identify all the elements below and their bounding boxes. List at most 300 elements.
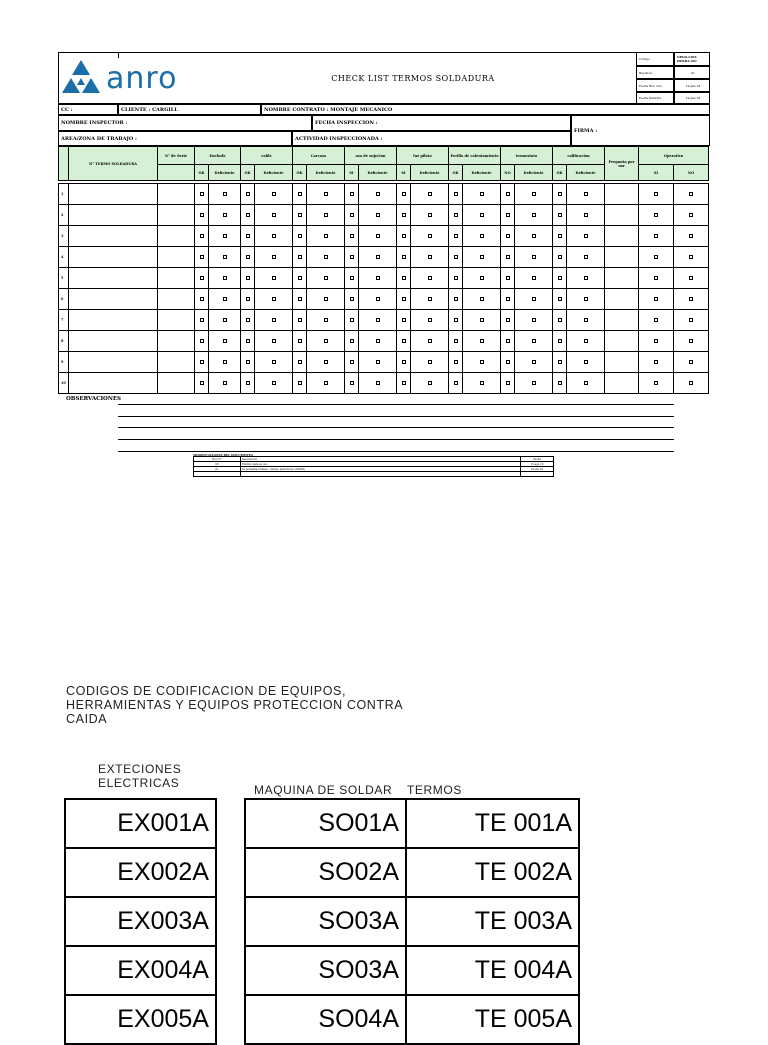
checkbox-cell (567, 205, 605, 226)
serie-subheader (158, 165, 195, 181)
checkbox[interactable] (584, 234, 588, 238)
checkbox[interactable] (428, 339, 432, 343)
checkbox-cell (397, 289, 411, 310)
checkbox-cell (674, 289, 709, 310)
checkbox[interactable] (454, 318, 458, 322)
checkbox-cell (209, 247, 241, 268)
termo-cell (69, 352, 158, 373)
checkbox[interactable] (272, 297, 276, 301)
checkbox-cell (307, 247, 345, 268)
checkbox[interactable] (246, 360, 250, 364)
checkbox[interactable] (532, 213, 536, 217)
checkbox[interactable] (376, 213, 380, 217)
checkbox-cell (397, 247, 411, 268)
serie-cell (158, 289, 195, 310)
checkbox[interactable] (298, 255, 302, 259)
checkbox[interactable] (689, 318, 693, 322)
checkbox[interactable] (506, 360, 510, 364)
checkbox[interactable] (532, 255, 536, 259)
sub-ok: OK (195, 165, 209, 181)
checkbox[interactable] (654, 381, 658, 385)
checkbox-cell (293, 289, 307, 310)
checkbox[interactable] (584, 360, 588, 364)
checkbox[interactable] (689, 297, 693, 301)
checkbox[interactable] (689, 360, 693, 364)
checkbox[interactable] (200, 255, 204, 259)
checkbox-cell (359, 226, 397, 247)
checkbox[interactable] (402, 234, 406, 238)
checkbox[interactable] (532, 192, 536, 196)
checkbox[interactable] (223, 318, 227, 322)
checkbox[interactable] (246, 339, 250, 343)
row-number-header (59, 147, 69, 181)
checkbox[interactable] (532, 318, 536, 322)
checkbox[interactable] (350, 192, 354, 196)
checkbox[interactable] (584, 297, 588, 301)
checkbox[interactable] (558, 213, 562, 217)
checkbox-cell (567, 331, 605, 352)
termo-cell (69, 310, 158, 331)
checkbox[interactable] (200, 213, 204, 217)
checkbox[interactable] (654, 276, 658, 280)
checkbox[interactable] (584, 213, 588, 217)
checkbox[interactable] (272, 234, 276, 238)
checkbox[interactable] (480, 339, 484, 343)
checkbox[interactable] (223, 297, 227, 301)
checkbox-cell (345, 289, 359, 310)
row-number: 2 (59, 205, 69, 226)
termo-cell (69, 247, 158, 268)
checkbox[interactable] (350, 255, 354, 259)
checkbox[interactable] (246, 192, 250, 196)
checkbox[interactable] (350, 234, 354, 238)
checkbox[interactable] (376, 234, 380, 238)
checkbox[interactable] (654, 255, 658, 259)
checkbox[interactable] (324, 234, 328, 238)
checkbox-cell (195, 184, 209, 205)
checkbox[interactable] (376, 360, 380, 364)
checkbox[interactable] (223, 234, 227, 238)
checkbox[interactable] (402, 360, 406, 364)
checkbox[interactable] (428, 318, 432, 322)
termo-cell (69, 331, 158, 352)
checkbox[interactable] (506, 213, 510, 217)
checkbox-cell (463, 184, 501, 205)
checkbox[interactable] (532, 234, 536, 238)
checkbox-cell (674, 205, 709, 226)
checkbox[interactable] (350, 339, 354, 343)
ext-code-cell: EX003A (64, 896, 217, 947)
checkbox[interactable] (298, 213, 302, 217)
checkbox[interactable] (689, 192, 693, 196)
checkbox-cell (359, 289, 397, 310)
anro-logo-icon (60, 58, 102, 98)
checkbox[interactable] (689, 213, 693, 217)
checkbox[interactable] (480, 213, 484, 217)
checkbox[interactable] (454, 213, 458, 217)
checkbox[interactable] (454, 255, 458, 259)
meta-value: 19-jun-18 (674, 79, 710, 92)
checkbox[interactable] (584, 339, 588, 343)
checkbox-cell (553, 226, 567, 247)
serie-cell (158, 247, 195, 268)
checkbox-cell (241, 184, 255, 205)
checkbox[interactable] (454, 339, 458, 343)
ext-code-cell: EX004A (64, 945, 217, 996)
checkbox-cell (639, 331, 674, 352)
checkbox-cell (359, 247, 397, 268)
checkbox[interactable] (558, 276, 562, 280)
checkbox[interactable] (223, 255, 227, 259)
checkbox[interactable] (376, 381, 380, 385)
checkbox[interactable] (350, 297, 354, 301)
checkbox[interactable] (584, 276, 588, 280)
checkbox[interactable] (428, 381, 432, 385)
checkbox[interactable] (689, 255, 693, 259)
checkbox[interactable] (376, 297, 380, 301)
ext-label-line: ELECTRICAS (98, 776, 180, 790)
checkbox[interactable] (654, 192, 658, 196)
checkbox[interactable] (223, 339, 227, 343)
checkbox-cell (674, 184, 709, 205)
checkbox[interactable] (376, 255, 380, 259)
checkbox[interactable] (402, 297, 406, 301)
checkbox-cell (411, 184, 449, 205)
termo-header: N° TERMO SOLDADURA (69, 147, 158, 181)
pregunta-cell (605, 331, 639, 352)
checkbox[interactable] (428, 276, 432, 280)
checkbox[interactable] (454, 234, 458, 238)
checkbox[interactable] (454, 276, 458, 280)
pregunta-cell (605, 352, 639, 373)
checkbox-cell (674, 352, 709, 373)
checkbox[interactable] (298, 234, 302, 238)
checkbox[interactable] (558, 339, 562, 343)
modificaciones-table (193, 456, 554, 477)
obs-line (118, 451, 674, 452)
checkbox-cell (359, 331, 397, 352)
checkbox[interactable] (246, 234, 250, 238)
checkbox-cell (345, 247, 359, 268)
checkbox-cell (553, 184, 567, 205)
checkbox[interactable] (272, 276, 276, 280)
checkbox[interactable] (298, 360, 302, 364)
checkbox[interactable] (200, 339, 204, 343)
checkbox[interactable] (298, 381, 302, 385)
checkbox[interactable] (402, 318, 406, 322)
checkbox[interactable] (532, 360, 536, 364)
checkbox[interactable] (272, 192, 276, 196)
checkbox[interactable] (246, 213, 250, 217)
checkbox-cell (345, 352, 359, 373)
checkbox-cell (463, 226, 501, 247)
checkbox[interactable] (480, 297, 484, 301)
sub-ok: OK (449, 165, 463, 181)
checkbox-cell (501, 289, 515, 310)
checkbox[interactable] (454, 297, 458, 301)
checkbox[interactable] (584, 381, 588, 385)
checkbox[interactable] (480, 360, 484, 364)
checkbox[interactable] (558, 192, 562, 196)
checkbox-cell (307, 226, 345, 247)
checkbox-cell (293, 373, 307, 394)
checkbox[interactable] (324, 381, 328, 385)
checklist-row (59, 289, 709, 310)
checkbox-cell (501, 226, 515, 247)
checkbox-cell (241, 373, 255, 394)
checkbox[interactable] (223, 360, 227, 364)
checkbox-cell (209, 331, 241, 352)
checkbox[interactable] (558, 234, 562, 238)
group-header: luz piloto (397, 147, 449, 165)
checkbox[interactable] (532, 339, 536, 343)
checkbox-cell (449, 310, 463, 331)
checkbox[interactable] (428, 255, 432, 259)
sub-ok: OK (293, 165, 307, 181)
checkbox[interactable] (689, 276, 693, 280)
checkbox[interactable] (506, 276, 510, 280)
checkbox[interactable] (480, 255, 484, 259)
checkbox[interactable] (480, 234, 484, 238)
checkbox-cell (397, 352, 411, 373)
checkbox-cell (255, 226, 293, 247)
checkbox[interactable] (558, 318, 562, 322)
checkbox-cell (397, 226, 411, 247)
checklist-row (59, 184, 709, 205)
soldar-code-cell: SO03A (244, 945, 407, 996)
checkbox[interactable] (272, 360, 276, 364)
checkbox-cell (209, 226, 241, 247)
checkbox[interactable] (428, 213, 432, 217)
checkbox[interactable] (200, 360, 204, 364)
checkbox[interactable] (402, 339, 406, 343)
checkbox-cell (241, 289, 255, 310)
checkbox-cell (449, 226, 463, 247)
checkbox-cell (449, 247, 463, 268)
checkbox[interactable] (223, 192, 227, 196)
mod-header: Rev. N° (194, 457, 241, 462)
checkbox[interactable] (584, 192, 588, 196)
termo-cell (69, 268, 158, 289)
checkbox-cell (639, 310, 674, 331)
checkbox-cell (241, 268, 255, 289)
checkbox[interactable] (272, 318, 276, 322)
checkbox-cell (255, 184, 293, 205)
checkbox[interactable] (272, 255, 276, 259)
checkbox[interactable] (506, 255, 510, 259)
checkbox[interactable] (246, 297, 250, 301)
checkbox[interactable] (654, 318, 658, 322)
checkbox[interactable] (350, 276, 354, 280)
checkbox[interactable] (272, 339, 276, 343)
checkbox[interactable] (376, 318, 380, 322)
checkbox[interactable] (402, 381, 406, 385)
checkbox[interactable] (246, 381, 250, 385)
mod-cell (194, 472, 241, 477)
checkbox[interactable] (200, 318, 204, 322)
sub-deficiente: Deficiente (463, 165, 501, 181)
checkbox[interactable] (350, 213, 354, 217)
checkbox-cell (359, 310, 397, 331)
checkbox[interactable] (350, 381, 354, 385)
mod-cell: 00 (194, 462, 241, 467)
checkbox[interactable] (223, 276, 227, 280)
checkbox[interactable] (506, 318, 510, 322)
checkbox-cell (307, 268, 345, 289)
operativo-header: Operativo (639, 147, 709, 165)
ext-code-cell: EX005A (64, 994, 217, 1045)
checkbox-cell (449, 289, 463, 310)
checkbox[interactable] (558, 381, 562, 385)
sub-ok: OK (241, 165, 255, 181)
checkbox-cell (241, 310, 255, 331)
checkbox[interactable] (298, 318, 302, 322)
checkbox[interactable] (324, 360, 328, 364)
checkbox[interactable] (506, 234, 510, 238)
checkbox-cell (255, 352, 293, 373)
checkbox-cell (345, 268, 359, 289)
checkbox[interactable] (654, 297, 658, 301)
checkbox[interactable] (480, 318, 484, 322)
checkbox[interactable] (689, 234, 693, 238)
checkbox-cell (553, 268, 567, 289)
ext-code-cell: EX001A (64, 798, 217, 849)
checkbox[interactable] (480, 381, 484, 385)
checkbox-cell (359, 268, 397, 289)
checkbox[interactable] (298, 339, 302, 343)
checklist-row (59, 226, 709, 247)
checkbox[interactable] (532, 297, 536, 301)
checkbox[interactable] (558, 255, 562, 259)
checkbox[interactable] (506, 339, 510, 343)
checkbox[interactable] (324, 255, 328, 259)
checkbox[interactable] (402, 213, 406, 217)
checklist-row (59, 352, 709, 373)
checkbox[interactable] (402, 192, 406, 196)
checkbox-cell (345, 226, 359, 247)
checkbox[interactable] (324, 318, 328, 322)
checkbox-cell (411, 331, 449, 352)
checklist-row (59, 247, 709, 268)
checkbox-cell (553, 373, 567, 394)
checkbox[interactable] (223, 213, 227, 217)
checkbox[interactable] (246, 276, 250, 280)
checkbox-cell (209, 289, 241, 310)
checkbox[interactable] (246, 255, 250, 259)
checkbox[interactable] (200, 234, 204, 238)
checkbox[interactable] (428, 234, 432, 238)
soldar-code-cell: SO02A (244, 847, 407, 898)
checkbox[interactable] (480, 276, 484, 280)
checkbox[interactable] (506, 381, 510, 385)
codes-title-line: CAIDA (66, 712, 108, 726)
checkbox[interactable] (324, 339, 328, 343)
checkbox[interactable] (200, 297, 204, 301)
checkbox-cell (241, 205, 255, 226)
checkbox-cell (674, 247, 709, 268)
checkbox[interactable] (350, 360, 354, 364)
checkbox[interactable] (558, 360, 562, 364)
checkbox[interactable] (654, 360, 658, 364)
checkbox[interactable] (506, 192, 510, 196)
checkbox[interactable] (376, 339, 380, 343)
checkbox-cell (359, 373, 397, 394)
checkbox[interactable] (480, 192, 484, 196)
checkbox-cell (397, 373, 411, 394)
meta-label: Código (636, 52, 674, 66)
checkbox-cell (255, 310, 293, 331)
termo-cell (69, 226, 158, 247)
checkbox[interactable] (324, 297, 328, 301)
checkbox[interactable] (654, 234, 658, 238)
checkbox[interactable] (376, 276, 380, 280)
checkbox[interactable] (584, 255, 588, 259)
checkbox-cell (255, 331, 293, 352)
checkbox-cell (449, 268, 463, 289)
checkbox[interactable] (200, 381, 204, 385)
checkbox[interactable] (272, 213, 276, 217)
checkbox[interactable] (324, 213, 328, 217)
checkbox[interactable] (350, 318, 354, 322)
checkbox[interactable] (324, 192, 328, 196)
checkbox[interactable] (246, 318, 250, 322)
checkbox[interactable] (298, 276, 302, 280)
checkbox[interactable] (689, 339, 693, 343)
checkbox-cell (307, 310, 345, 331)
checkbox[interactable] (584, 318, 588, 322)
checkbox-cell (209, 310, 241, 331)
document-title: CHECK LIST TERMOS SOLDADURA (331, 73, 495, 83)
checkbox[interactable] (689, 381, 693, 385)
checkbox[interactable] (223, 381, 227, 385)
checkbox-cell (411, 373, 449, 394)
checkbox[interactable] (506, 297, 510, 301)
checkbox[interactable] (428, 297, 432, 301)
checkbox-cell (567, 268, 605, 289)
checkbox[interactable] (402, 255, 406, 259)
checkbox[interactable] (324, 276, 328, 280)
checkbox[interactable] (200, 276, 204, 280)
meta-value: 19-jun-18 (674, 92, 710, 104)
sub-no: NO (501, 165, 515, 181)
checkbox[interactable] (654, 339, 658, 343)
checkbox[interactable] (454, 192, 458, 196)
checkbox[interactable] (298, 297, 302, 301)
checkbox[interactable] (532, 276, 536, 280)
checkbox-cell (255, 247, 293, 268)
checkbox[interactable] (428, 360, 432, 364)
actividad-field: ACTIVIDAD INSPECCIONADA : (292, 131, 571, 146)
checkbox[interactable] (272, 381, 276, 385)
checkbox[interactable] (402, 276, 406, 280)
checkbox-cell (567, 226, 605, 247)
checkbox-cell (567, 289, 605, 310)
checkbox-cell (567, 310, 605, 331)
checkbox[interactable] (376, 192, 380, 196)
checkbox[interactable] (428, 192, 432, 196)
checkbox[interactable] (532, 381, 536, 385)
checkbox[interactable] (654, 213, 658, 217)
checkbox-cell (515, 331, 553, 352)
checkbox[interactable] (454, 360, 458, 364)
checkbox-cell (397, 310, 411, 331)
checkbox[interactable] (558, 297, 562, 301)
mod-cell: Se actualiza formato, cambio para Grupo ANDRA (241, 467, 521, 472)
checkbox[interactable] (454, 381, 458, 385)
checkbox[interactable] (200, 192, 204, 196)
checkbox[interactable] (298, 192, 302, 196)
checkbox-cell (553, 352, 567, 373)
